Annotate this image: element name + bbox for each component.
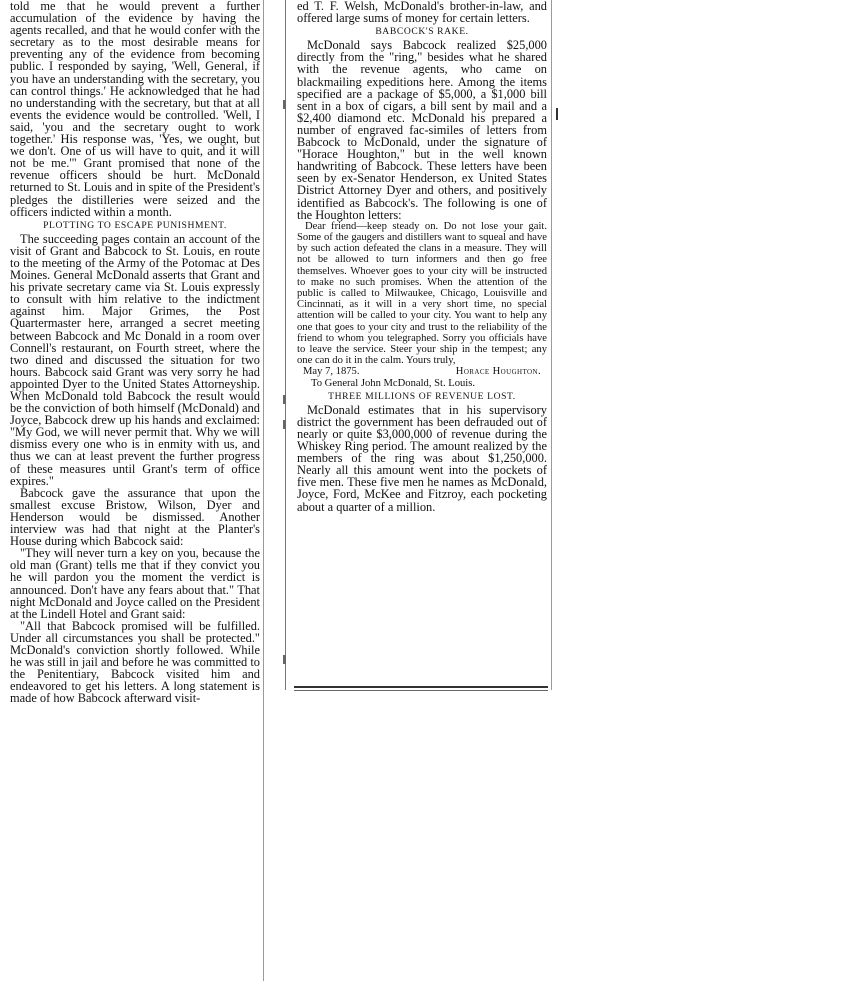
article-paragraph: McDonald says Babcock realized $25,000 directly from the "ring," besides what he shared with the revenue agents, who came on blackmailing expeditions here. Among the items specified are a package of $5,000, a $1,000 bill sent in a box of cigars, a bill sent by mail and a $2,400 diamond etc. McDonald his prepared a number of engraved fac-similes of letters from Babcock to McDonald, under the signature of "Horace Houghton," but in the well known handwriting of Babcock. These letters have been seen by ex-Senator Henderson, ex United States District Attorney Dyer and others, and positively identified as Babcock's. The following is one of the Houghton letters: xyxy=(297,38,547,222)
column-divider-right xyxy=(551,0,552,690)
article-paragraph: "All that Babcock promised will be fulfilled. Under all circumstances you shall be protected." McDonald's conviction shortly followed. While he was still in jail and before he was committed to the Penitentiary, Babcock visited him and endeavored to get his letters. A long statement is made of how Babcock afterward visit- xyxy=(10,618,260,706)
letter-signer: Horace Houghton. xyxy=(455,366,541,378)
edge-mark xyxy=(556,108,558,120)
column-end-rule xyxy=(294,686,548,688)
margin-mark xyxy=(283,655,286,664)
letter-recipient: To General John McDonald, St. Louis. xyxy=(311,377,476,389)
article-paragraph: "They will never turn a key on you, because the old man (Grant) tells me that if they convict you he will pardon you the moment the verdict is announced. Don't have any fears about that." That night McDonald and Joyce called on the President at the Lindell Hotel and Grant said: xyxy=(10,546,260,621)
section-heading: BABCOCK'S RAKE. xyxy=(375,26,469,38)
article-column-2 xyxy=(297,0,547,690)
letter-signature xyxy=(297,366,547,377)
column-divider-left xyxy=(263,0,264,981)
article-paragraph: told me that he would prevent a further accumulation of the evidence by having the agents recalled, and that he would confer with the secretary as to the most desirable means for preventing any of the evidence from becoming public. I responded by saying, 'Well, General, if you have an understanding with the secretary, you can control things.' He acknowledged that he had no understanding with the secretary, but that at all events the evidence would be controlled. 'Well, I said, 'you and the secretary ought to work together.' His response was, 'Yes, we ought, but we don't. One of us will have to quit, and it will not be me.'" Grant promised that none of the revenue officers should be hurt. McDonald returned to St. Louis and in spite of the President's pledges the distilleries were seized and the officers indicted within a month. xyxy=(10,0,260,219)
article-column-1 xyxy=(10,0,260,981)
margin-mark xyxy=(283,100,286,109)
section-heading: PLOTTING TO ESCAPE PUNISHMENT. xyxy=(43,219,227,231)
section-heading: THREE MILLIONS OF REVENUE LOST. xyxy=(328,390,516,402)
margin-mark xyxy=(283,395,286,404)
article-paragraph: ed T. F. Welsh, McDonald's brother-in-law, and offered large sums of money for certain letters. xyxy=(297,0,547,26)
article-paragraph: The succeeding pages contain an account of the visit of Grant and Babcock to St. Louis, en route to the meeting of the Army of the Potomac at Des Moines. General McDonald asserts that Grant and his private secretary came via St. Louis expressly to consult with him relative to the indictment against him. Major Grimes, the Post Quartermaster here, arranged a secret meeting between Babcock and Mc Donald in a room over Connell's restaurant, on Fourth street, where the two dined and discussed the situation for two hours. Babcock said Grant was very sorry he had appointed Dyer to the United States Attorneyship. When McDonald told Babcock the result would be the conviction of both himself (McDonald) and Joyce, Babcock drew up his hands and exclaimed: "My God, we will never permit that. Why we will dismiss every one who is in enmity with us, and thus we can at least prevent the further progress of these measures until Grant's term of office expires." xyxy=(10,231,260,488)
column-end-rule xyxy=(294,690,548,691)
letter-date: May 7, 1875. xyxy=(303,366,360,378)
article-paragraph: McDonald estimates that in his supervisory district the government has been defrauded out of nearly or quite $3,000,000 of revenue during the Whiskey Ring period. The amount realized by the members of the ring was about $1,250,000. Nearly all this amount went into the pockets of five men. These five men he names as McDonald, Joyce, Ford, McKee and Fitzroy, each pocketing about a quarter of a million. xyxy=(297,402,547,514)
article-paragraph: Babcock gave the assurance that upon the smallest excuse Bristow, Wilson, Dyer and Henderson would be dismissed. Another interview was had that night at the Planter's House during which Babcock said: xyxy=(10,485,260,549)
quoted-letter: Dear friend—keep steady on. Do not lose your gait. Some of the gaugers and distillers want to squeal and have by such action defeated the clans in a measure. They will not be allowed to turn informers and then go free themselves. Whoever goes to your city will be instructed to make no such promises. When the attention of the public is called to Milwaukee, Chicago, Louisville and Cincinnati, as it will in a very short time, no special attention will be called to your city. You want to help any one that goes to your city and trust to the reliability of the friend to whom you telegraphed. Sorry you officials have to leave the service. Steer your ship in the tempest; any one can do it in the calm. Yours truly, xyxy=(297,220,547,367)
margin-mark xyxy=(283,420,286,429)
